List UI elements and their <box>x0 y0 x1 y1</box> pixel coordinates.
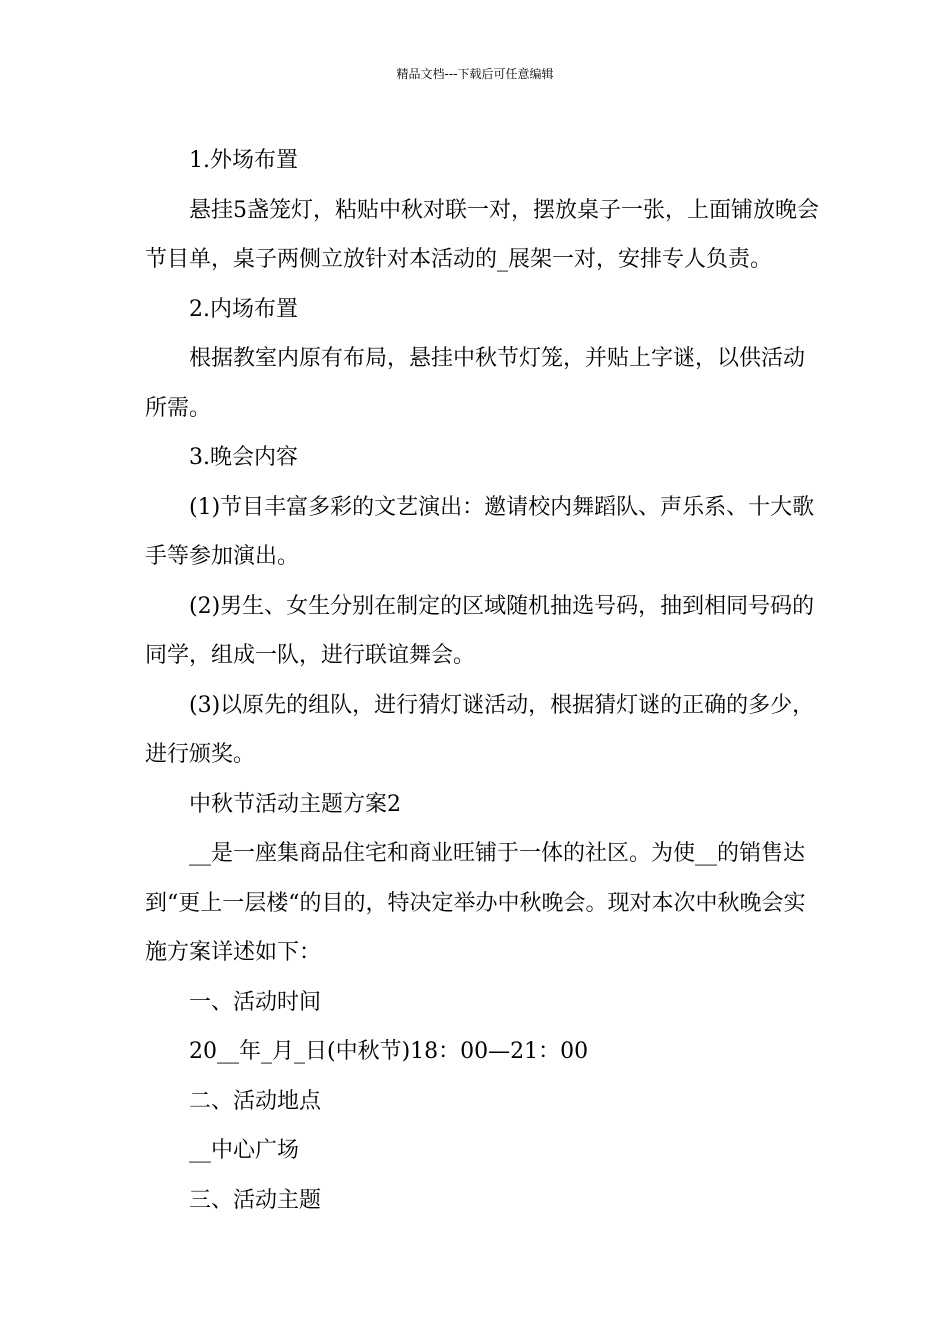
paragraph-introduction: __是一座集商品住宅和商业旺铺于一体的社区。为使__的销售达到“更上一层楼“的目的，特决定举办中秋晚会。现对本次中秋晚会实施方案详述如下： <box>145 841 806 965</box>
page-header: 精品文档---下载后可任意编辑 <box>396 67 554 81</box>
paragraph-outdoor-setup: 悬挂5盏笼灯，粘贴中秋对联一对，摆放桌子一张，上面铺放晚会节目单，桌子两侧立放针对本活动的_展架一对，安排专人负责。 <box>145 197 819 272</box>
paragraph-activity-location: __中心广场 <box>189 1138 300 1163</box>
paragraph-party-item-1: (1)节目丰富多彩的文艺演出：邀请校内舞蹈队、声乐系、十大歌手等参加演出。 <box>145 494 815 569</box>
paragraph-activity-time: 20__年_月_日(中秋节)18：00—21：00 <box>189 1039 589 1064</box>
paragraph-party-item-3: (3)以原先的组队，进行猜灯谜活动，根据猜灯谜的正确的多少，进行颁奖。 <box>145 692 815 767</box>
paragraph-party-item-2: (2)男生、女生分别在制定的区域随机抽选号码，抽到相同号码的同学，组成一队，进行联谊舞会。 <box>145 593 815 668</box>
section-heading-party-content: 3.晚会内容 <box>189 445 298 470</box>
section-heading-activity-theme: 三、活动主题 <box>189 1187 322 1213</box>
section-heading-outdoor-setup: 1.外场布置 <box>189 148 298 173</box>
section-heading-activity-location: 二、活动地点 <box>189 1088 322 1114</box>
section-heading-activity-time: 一、活动时间 <box>189 989 322 1015</box>
paragraph-indoor-setup: 根据教室内原有布局，悬挂中秋节灯笼，并贴上字谜，以供活动所需。 <box>145 346 806 421</box>
section-heading-indoor-setup: 2.内场布置 <box>189 296 298 322</box>
document-body <box>145 136 825 1225</box>
document-subtitle: 中秋节活动主题方案2 <box>189 791 401 817</box>
